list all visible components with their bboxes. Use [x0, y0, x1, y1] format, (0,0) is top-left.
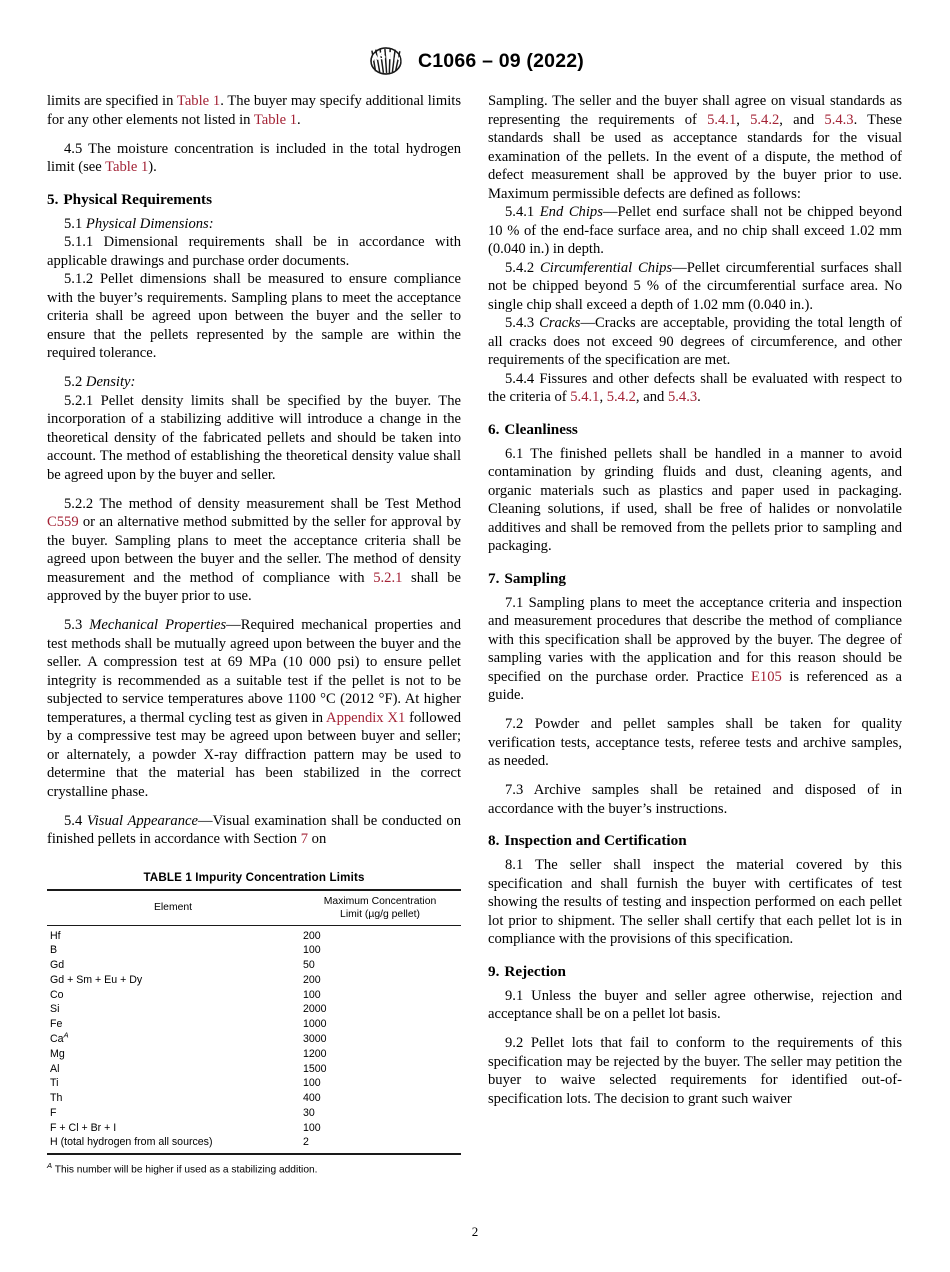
- paragraph-9-1: 9.1 Unless the buyer and seller agree otherwise, rejection and acceptance shall be on a pellet lot basis.: [488, 987, 902, 1022]
- cell-element: F: [50, 1106, 57, 1119]
- paragraph-5-2-2: [47, 495, 461, 606]
- cell-element: Fe: [50, 1018, 63, 1031]
- clause-text-d: . These standards shall be used as acceptance standards for the visual examination of the pellets. In the event of a dispute, the method of defect measurement shall be approved by the buyer prior to use. Maximum permissible defects are defined as follows:: [488, 111, 902, 202]
- heading-number: 9.: [488, 962, 500, 980]
- table-row: [47, 958, 461, 973]
- cell-max-concentration: 100: [303, 944, 321, 957]
- table-header: [47, 890, 461, 926]
- footnote-text: This number will be higher if used as a stabilizing addition.: [54, 1164, 318, 1176]
- table-row: [47, 1003, 461, 1018]
- clause-text: —Cracks are acceptable, providing the total length of all cracks does not exceed 90 degrees of circumference, and other requirements of the specification are met.: [488, 315, 903, 368]
- header-line-1: Maximum Concentration: [323, 895, 437, 907]
- sep-2: , and: [635, 389, 668, 405]
- paragraph-continued: limits are specified in Table 1. The buyer may specify additional limits for any other elements not listed in Table 1.: [47, 93, 462, 128]
- cell-element: Al: [50, 1062, 60, 1075]
- cell-element: Co: [50, 988, 64, 1001]
- clause-text-b: is referenced as a guide.: [488, 668, 902, 703]
- page-number: 2: [471, 1224, 479, 1239]
- ref-table-1[interactable]: Table 1: [253, 111, 297, 128]
- clause-number: 5.2: [64, 374, 83, 390]
- cell-max-concentration: 100: [303, 988, 321, 1001]
- paragraph-7-1: [488, 594, 902, 705]
- clause-number: 5.4: [64, 812, 83, 829]
- ref-table-1[interactable]: Table 1: [176, 93, 221, 109]
- cell-element: F + Cl + Br + I: [50, 1121, 117, 1134]
- paragraph-5-4-3: [488, 314, 902, 370]
- paragraph-5-4-4: [488, 370, 902, 407]
- cell-footnote-marker: A: [63, 1030, 69, 1040]
- svg-text:A: A: [370, 51, 380, 64]
- table-row: [47, 1018, 461, 1033]
- paragraph-6-1: 6.1 The finished pellets shall be handled in a manner to avoid contamination by grinding fluids and dust, cleaning agents, and organic materials such as plastics and paper used in packaging. Cleaning solutions, if used, shall be free of halides or nonvolatile additives and shall be removed from the pellets prior to sampling and packaging.: [488, 445, 902, 554]
- table-row: [47, 1047, 461, 1062]
- cell-max-concentration: 1500: [303, 1062, 327, 1075]
- heading-text: Rejection: [504, 962, 566, 980]
- cell-element: Gd: [50, 959, 65, 972]
- paragraph-5-4-2: [488, 259, 902, 315]
- cell-element: Gd + Sm + Eu + Dy: [50, 973, 143, 986]
- cell-max-concentration: 3000: [303, 1032, 327, 1045]
- svg-text:S: S: [378, 50, 387, 63]
- clause-title: Cracks: [539, 315, 581, 331]
- paragraph-5-2: [47, 373, 461, 392]
- cell-max-concentration: 400: [303, 1092, 321, 1105]
- cell-element: Th: [50, 1092, 63, 1105]
- svg-text:M: M: [393, 52, 405, 65]
- cell-max-concentration: 30: [303, 1106, 315, 1119]
- clause-title: Circumferential Chips: [540, 259, 673, 276]
- table-row: [47, 1092, 461, 1107]
- heading-number: 7.: [488, 569, 500, 587]
- heading-8-inspection-and-certification: [488, 831, 902, 850]
- clause-number: 5.4.2: [505, 259, 535, 276]
- clause-text: —Pellet circumferential surfaces shall not be chipped beyond 5 % of the circumferential surface area. No single chip shall exceed a depth of 1.02 mm (0.040 in.).: [488, 259, 902, 313]
- header-line-2: Limit (µg/g pellet): [340, 908, 420, 920]
- sep-1: ,: [599, 389, 607, 405]
- table-row: [47, 925, 461, 944]
- clause-text-a: —Visual examination shall be conducted on finished pellets in accordance with Section: [47, 812, 461, 847]
- clause-title: Physical Dimensions:: [85, 215, 214, 232]
- clause-title: Mechanical Properties: [89, 617, 227, 633]
- paragraph-5-2-1: 5.2.1 Pellet density limits shall be specified by the buyer. The incorporation of a stabilizing additive will introduce a change in the theoretical density of the fabricated pellets and should be taken into account. The method of establishing the theoretical density value shall be agreed upon by the buyer and seller.: [47, 392, 461, 483]
- paragraph-8-1: 8.1 The seller shall inspect the material covered by this specification and shall furnish the buyer with certificates of test showing the results of testing and inspection performed on each pellet lot prior to shipment. The seller shall certify that each pellet lot is in compliance with the provisions of this specification.: [488, 857, 902, 947]
- ref-e105[interactable]: E105: [750, 668, 782, 685]
- sep-1: ,: [736, 111, 751, 128]
- sep-2: , and: [779, 111, 825, 128]
- paragraph-5-4-continued: [488, 92, 902, 203]
- table-row: [47, 944, 461, 959]
- ref-section-7[interactable]: 7: [300, 831, 308, 847]
- clause-text-a: —Required mechanical properties and test methods shall be mutually agreed upon between the buyer and the seller. A compression test at 69 MPa (10 000 psi) to ensure pellet integrity is recommended as a suitable test if the pellet is not to be subjected to service temperatures above 1100 °C (2012 °F). At higher temperatures, a thermal cycling test as given in: [47, 617, 461, 726]
- table-footnote: [47, 1159, 461, 1176]
- paragraph-9-2: 9.2 Pellet lots that fail to conform to the requirements of this specification may be rejected by the buyer. The seller may petition the buyer to waive selected requirements for identified out-of-specification lots. The decision to grant such waiver: [488, 1035, 902, 1107]
- cell-max-concentration: 100: [303, 1077, 321, 1090]
- paragraph-7-2: 7.2 Powder and pellet samples shall be taken for quality verification tests, acceptance tests, referee tests and archive samples, as needed.: [488, 716, 902, 769]
- paragraph-4-5: 4.5 The moisture concentration is included in the total hydrogen limit (see Table 1).: [47, 140, 461, 175]
- heading-text: Cleanliness: [504, 420, 578, 438]
- paragraph-5-4-1: [488, 203, 902, 259]
- cell-element: Ti: [50, 1077, 59, 1090]
- column-header-element: Element: [153, 902, 193, 913]
- heading-9-rejection: [488, 962, 902, 981]
- standard-designation: C1066 – 09 (2022): [417, 49, 585, 72]
- clause-text-b: followed by a compressive test may be agreed upon between buyer and seller; or alternately, a powder X-ray diffraction pattern may be used to determine that the material has been stabilized in the correct crystalline phase.: [47, 709, 461, 800]
- cell-element: B: [50, 944, 58, 957]
- cell-max-concentration: 1000: [303, 1018, 327, 1031]
- clause-text-b: or an alternative method submitted by the seller for approval by the buyer. Sampling plans to meet the acceptance criteria shall be agreed upon between the buyer and the seller. The method of density measurement and the method of compliance with: [47, 514, 461, 586]
- ref-c559[interactable]: C559: [47, 514, 79, 530]
- heading-number: 6.: [488, 420, 500, 438]
- table-row: [47, 1106, 461, 1121]
- ref-5-4-1[interactable]: 5.4.1: [707, 111, 737, 128]
- page-columns: [47, 92, 903, 1176]
- table-row: [47, 1077, 461, 1092]
- clause-number: 5.1: [64, 215, 83, 232]
- heading-text: Sampling: [504, 569, 567, 587]
- table-row: [47, 1062, 461, 1077]
- heading-number: 5.: [47, 190, 59, 208]
- clause-number: 5.3: [64, 617, 83, 633]
- clause-text-a: 5.4.4 Fissures and other defects shall be evaluated with respect to the criteria of: [488, 370, 902, 405]
- heading-text: Inspection and Certification: [504, 832, 687, 849]
- ref-5-4-2[interactable]: 5.4.2: [606, 389, 636, 405]
- cell-max-concentration: 1200: [303, 1047, 327, 1060]
- table-row: [47, 1136, 461, 1154]
- cell-element: H (total hydrogen from all sources): [50, 1136, 213, 1149]
- paragraph-5-1-1: 5.1.1 Dimensional requirements shall be in accordance with applicable drawings and purchase order documents.: [47, 234, 461, 269]
- paragraph-5-1-2: 5.1.2 Pellet dimensions shall be measured to ensure compliance with the buyer’s requirements. Sampling plans to meet the acceptance criteria shall be agreed upon between the buyer and the seller to ensure that the pellets represented by the sample are within the required tolerance.: [47, 271, 461, 361]
- left-column: [47, 92, 461, 1176]
- cell-element: Mg: [50, 1047, 65, 1060]
- table-1-impurity-concentration-limits: [47, 871, 461, 1177]
- cell-max-concentration: 2000: [303, 1003, 327, 1016]
- paragraph-5-3: [47, 616, 461, 801]
- ref-appendix-x1[interactable]: Appendix X1: [326, 709, 406, 726]
- table-caption: TABLE 1 Impurity Concentration Limits: [143, 870, 365, 884]
- clause-text-a: 5.2.2 The method of density measurement shall be Test Method: [64, 495, 461, 512]
- heading-5-physical-requirements: [47, 190, 461, 209]
- table-header-row: [47, 890, 461, 926]
- clause-number: 5.4.3: [505, 315, 535, 331]
- cell-element: Ca$^A$: [50, 1030, 69, 1045]
- paragraph-5-4: [47, 812, 461, 849]
- clause-text: —Pellet end surface shall not be chipped beyond 10 % of the end-face surface area, and no chip shall exceed 1.02 mm (0.040 in.) in depth.: [488, 204, 902, 257]
- ref-5-4-2[interactable]: 5.4.2: [750, 111, 780, 128]
- heading-7-sampling: [488, 569, 902, 588]
- cell-max-concentration: 200: [303, 929, 321, 942]
- paragraph-5-1: [47, 215, 461, 234]
- clause-title: End Chips: [539, 204, 603, 220]
- clause-number: 5.4.1: [505, 204, 535, 220]
- heading-6-cleanliness: [488, 420, 902, 439]
- page-header: [0, 46, 950, 76]
- cell-max-concentration: 2: [303, 1136, 309, 1149]
- table-body: [47, 925, 461, 1154]
- column-header-max-concentration: [299, 890, 461, 926]
- right-column: [488, 92, 902, 1176]
- cell-element: Si: [50, 1003, 60, 1016]
- table-row: [47, 1121, 461, 1136]
- clause-text-c: shall be approved by the buyer prior to use.: [47, 569, 461, 604]
- ref-5-4-3[interactable]: 5.4.3: [667, 389, 698, 405]
- heading-number: 8.: [488, 832, 500, 849]
- ref-table-1[interactable]: Table 1: [105, 159, 149, 175]
- ref-5-4-1[interactable]: 5.4.1: [570, 389, 600, 405]
- paragraph-7-3: 7.3 Archive samples shall be retained and disposed of in accordance with the buyer’s instructions.: [488, 782, 902, 817]
- cell-max-concentration: 100: [303, 1121, 321, 1134]
- ref-5-2-1[interactable]: 5.2.1: [373, 569, 403, 586]
- footnote-marker: A: [47, 1161, 53, 1171]
- table-row: [47, 1032, 461, 1047]
- impurity-limits-table: [47, 889, 461, 1156]
- table-row: [47, 988, 461, 1003]
- clause-text-d: .: [697, 389, 701, 405]
- clause-title: Density:: [85, 374, 136, 390]
- svg-text:T: T: [386, 51, 394, 63]
- clause-text-a: 7.1 Sampling plans to meet the acceptance criteria and inspection and measurement procedures that describe the method of compliance with this specification shall be approved by the buyer. The degree of sampling varies with the application and for this reason should be specified on the purchase order. Practice: [488, 594, 902, 685]
- cell-max-concentration: 200: [303, 973, 321, 986]
- astm-logo-icon: [366, 46, 408, 76]
- cell-max-concentration: 50: [303, 959, 315, 972]
- clause-text-a: Sampling. The seller and the buyer shall agree on visual standards as representing the requirements of: [488, 93, 902, 128]
- table-row: [47, 973, 461, 988]
- clause-title: Visual Appearance: [86, 812, 198, 829]
- clause-text-b: on: [308, 831, 327, 847]
- cell-element: Hf: [50, 929, 61, 942]
- heading-text: Physical Requirements: [63, 190, 213, 208]
- ref-5-4-3[interactable]: 5.4.3: [824, 111, 854, 128]
